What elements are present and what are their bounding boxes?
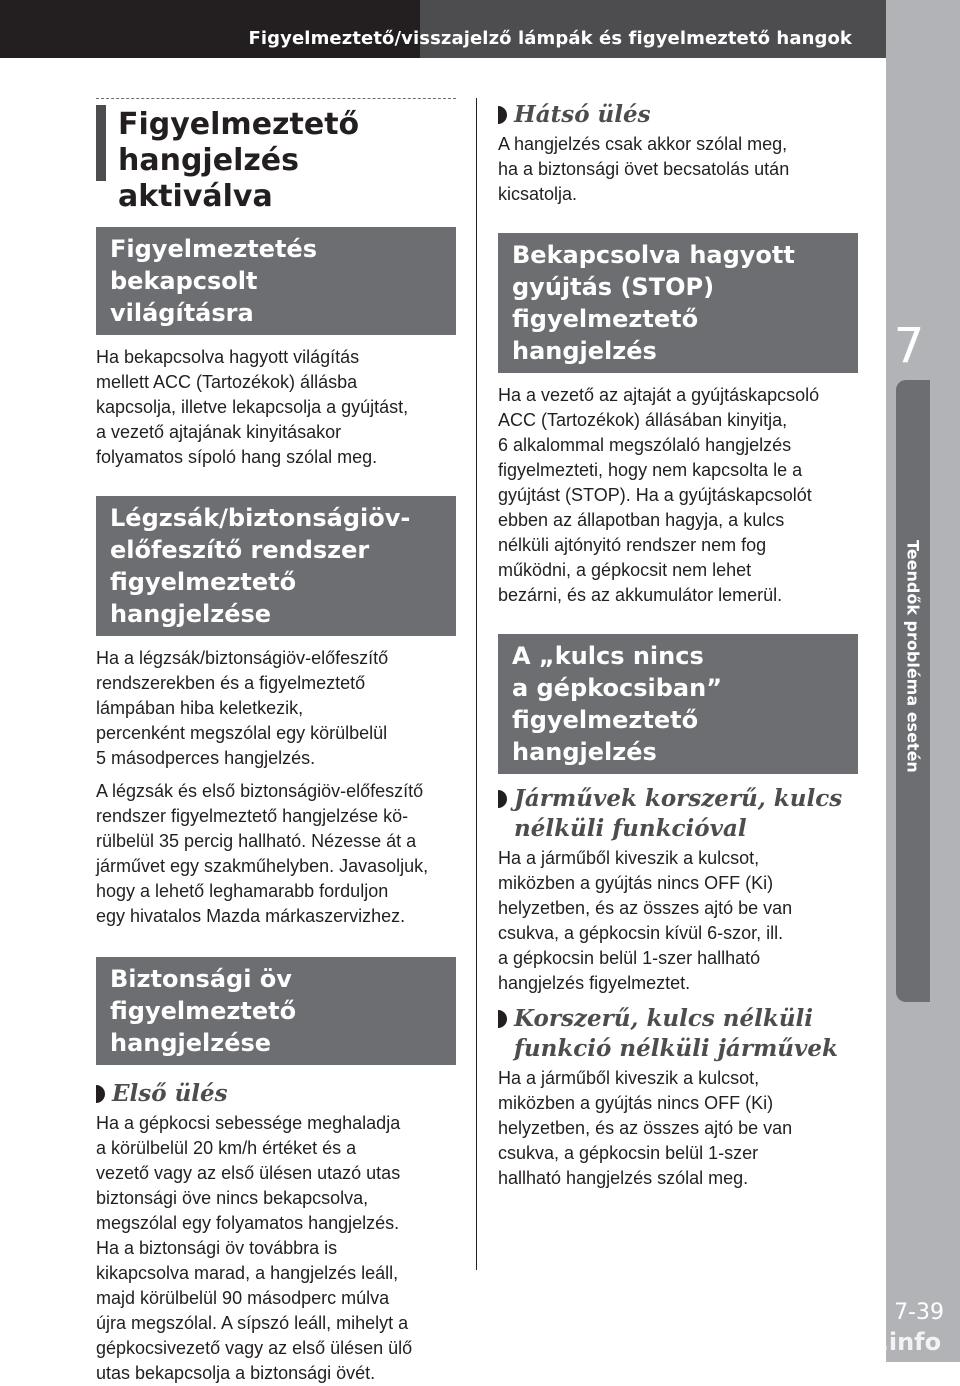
text-line: hogy a lehető leghamarabb forduljon <box>96 881 389 901</box>
text-line: újra megszólal. A sípszó leáll, mihelyt a <box>96 1313 409 1333</box>
text-line: biztonsági öve nincs bekapcsolva, <box>96 1188 369 1208</box>
heading-line: figyelmeztető hangjelzés <box>512 305 699 365</box>
section-ignition <box>498 233 858 608</box>
text-line: járművet egy szakműhelyben. Javasoljuk, <box>96 856 429 876</box>
page-number: 7-39 <box>894 1300 944 1325</box>
heading-line: Hátsó ülés <box>514 101 651 128</box>
heading-line: figyelmeztető hangjelzés <box>512 706 699 766</box>
text-line: kikapcsolva marad, a hangjelzés leáll, <box>96 1263 399 1283</box>
section-lights <box>96 227 456 470</box>
heading-text <box>514 784 842 844</box>
section-heading <box>96 957 456 1065</box>
subsection-rear-seat <box>498 100 858 207</box>
half-circle-bullet-icon <box>498 1010 508 1028</box>
subsection-heading <box>96 1079 456 1109</box>
chapter-number: 7 <box>893 318 925 374</box>
text-line: 5 másodperces hangjelzés. <box>96 748 316 768</box>
text-line: folyamatos sípoló hang szólal meg. <box>96 447 378 467</box>
text-line: kicsatolja. <box>498 184 578 204</box>
header-title: Figyelmeztető/visszajelző lámpák és figyelmeztető hangok <box>248 28 852 49</box>
half-circle-bullet-icon <box>96 1085 106 1103</box>
text-line: csukva, a gépkocsin belül 1-szer <box>498 1143 759 1163</box>
text-line: ACC (Tartozékok) állásában kinyitja, <box>498 410 788 430</box>
heading-line: Légzsák/biztonságiöv- <box>110 504 411 532</box>
right-column <box>498 100 858 1191</box>
text-line: miközben a gyújtás nincs OFF (Ki) <box>498 1093 774 1113</box>
section-heading <box>96 496 456 636</box>
text-line: a körülbelül 20 km/h értéket és a <box>96 1138 357 1158</box>
left-column <box>96 98 456 1386</box>
text-line: hallható hangjelzés szólal meg. <box>498 1168 749 1188</box>
text-line: lámpában hiba keletkezik, <box>96 698 304 718</box>
text-line: gépkocsivezető vagy az első ülésen ülő <box>96 1338 413 1358</box>
paragraph <box>96 345 456 470</box>
text-line: percenként megszólal egy körülbelül <box>96 723 388 743</box>
text-line: gyújtást (STOP). Ha a gyújtáskapcsolót <box>498 485 812 505</box>
text-line: miközben a gyújtás nincs OFF (Ki) <box>498 873 774 893</box>
text-line: egy hivatalos Mazda márkaszervizhez. <box>96 906 406 926</box>
column-divider <box>476 98 477 1270</box>
main-title-line: hangjelzés aktiválva <box>118 143 300 214</box>
paragraph <box>498 1066 858 1191</box>
heading-line: funkció nélküli járművek <box>514 1035 838 1062</box>
heading-line: nélküli funkcióval <box>514 815 747 842</box>
text-line: Ha a biztonsági öv továbbra is <box>96 1238 338 1258</box>
text-line: a vezető ajtajának kinyitásakor <box>96 422 342 442</box>
text-line: 6 alkalommal megszólaló hangjelzés <box>498 435 792 455</box>
section-key-missing <box>498 634 858 1191</box>
text-line: ha a biztonsági övet becsatolás után <box>498 159 790 179</box>
text-line: rendszer figyelmeztető hangjelzése kö- <box>96 806 409 826</box>
heading-line: A „kulcs nincs <box>512 642 704 670</box>
text-line: megszólal egy folyamatos hangjelzés. <box>96 1213 400 1233</box>
text-line: nélküli ajtónyitó rendszer nem fog <box>498 535 767 555</box>
heading-line: Korszerű, kulcs nélküli <box>514 1005 814 1032</box>
heading-text <box>514 1004 838 1064</box>
text-line: bezárni, és az akkumulátor lemerül. <box>498 585 783 605</box>
section-seatbelt <box>96 957 456 1386</box>
text-line: működni, a gépkocsit nem lehet <box>498 560 752 580</box>
text-line: A légzsák és első biztonságiöv-előfeszítő <box>96 781 424 801</box>
paragraph <box>498 383 858 608</box>
chapter-label: Teendők probléma esetén <box>903 540 923 773</box>
section-heading <box>498 634 858 774</box>
heading-line: előfeszítő rendszer <box>110 536 370 564</box>
half-circle-bullet-icon <box>498 790 508 808</box>
section-heading <box>498 233 858 373</box>
paragraph <box>96 1111 456 1386</box>
text-line: vezető vagy az első ülésen utazó utas <box>96 1163 401 1183</box>
heading-line: a gépkocsiban” <box>512 674 722 702</box>
text-line: csukva, a gépkocsin kívül 6-szor, ill. <box>498 923 784 943</box>
section-airbag <box>96 496 456 929</box>
section-heading <box>96 227 456 335</box>
text-line: rülbelül 35 percig hallható. Nézesse át a <box>96 831 417 851</box>
heading-line: Bekapcsolva hagyott <box>512 241 795 269</box>
subsection-heading <box>498 100 858 130</box>
heading-line: Biztonsági öv figyelmeztető <box>110 965 297 1025</box>
text-line: Ha a vezető az ajtaját a gyújtáskapcsoló <box>498 385 820 405</box>
half-circle-bullet-icon <box>498 106 508 124</box>
text-line: hangjelzés figyelmeztet. <box>498 973 691 993</box>
heading-line: Járművek korszerű, kulcs <box>514 785 843 812</box>
text-line: Ha a járműből kiveszik a kulcsot, <box>498 848 760 868</box>
heading-line: Figyelmeztetés bekapcsolt <box>110 235 317 295</box>
text-line: A hangjelzés csak akkor szólal meg, <box>498 134 788 154</box>
text-line: Ha a gépkocsi sebessége meghaladja <box>96 1113 401 1133</box>
watermark: carmanualsonline.info <box>640 1328 942 1356</box>
text-line: kapcsolja, illetve lekapcsolja a gyújtást, <box>96 397 409 417</box>
main-title-line: Figyelmeztető <box>118 107 360 142</box>
page-header <box>0 0 960 58</box>
paragraph <box>498 132 858 207</box>
subsection-heading <box>498 784 858 844</box>
paragraph <box>96 646 456 771</box>
heading-line: figyelmeztető hangjelzése <box>110 568 297 628</box>
text-line: helyzetben, és az összes ajtó be van <box>498 898 793 918</box>
text-line: mellett ACC (Tartozékok) állásba <box>96 372 358 392</box>
paragraph <box>498 846 858 996</box>
subsection-heading <box>498 1004 858 1064</box>
heading-line: gyújtás (STOP) <box>512 273 715 301</box>
heading-line: hangjelzése <box>110 1029 272 1057</box>
paragraph <box>96 779 456 929</box>
main-title <box>96 98 456 215</box>
text-line: a gépkocsin belül 1-szer hallható <box>498 948 761 968</box>
text-line: majd körülbelül 90 másodperc múlva <box>96 1288 390 1308</box>
text-line: figyelmezteti, hogy nem kapcsolta le a <box>498 460 803 480</box>
text-line: helyzetben, és az összes ajtó be van <box>498 1118 793 1138</box>
text-line: Ha a járműből kiveszik a kulcsot, <box>498 1068 760 1088</box>
heading-line: Első ülés <box>112 1080 228 1107</box>
text-line: Ha a légzsák/biztonságiöv-előfeszítő <box>96 648 389 668</box>
heading-line: világításra <box>110 299 254 327</box>
text-line: Ha bekapcsolva hagyott világítás <box>96 347 360 367</box>
text-line: ebben az állapotban hagyja, a kulcs <box>498 510 785 530</box>
text-line: rendszerekben és a figyelmeztető <box>96 673 366 693</box>
text-line: utas bekapcsolja a biztonsági övét. <box>96 1363 376 1383</box>
